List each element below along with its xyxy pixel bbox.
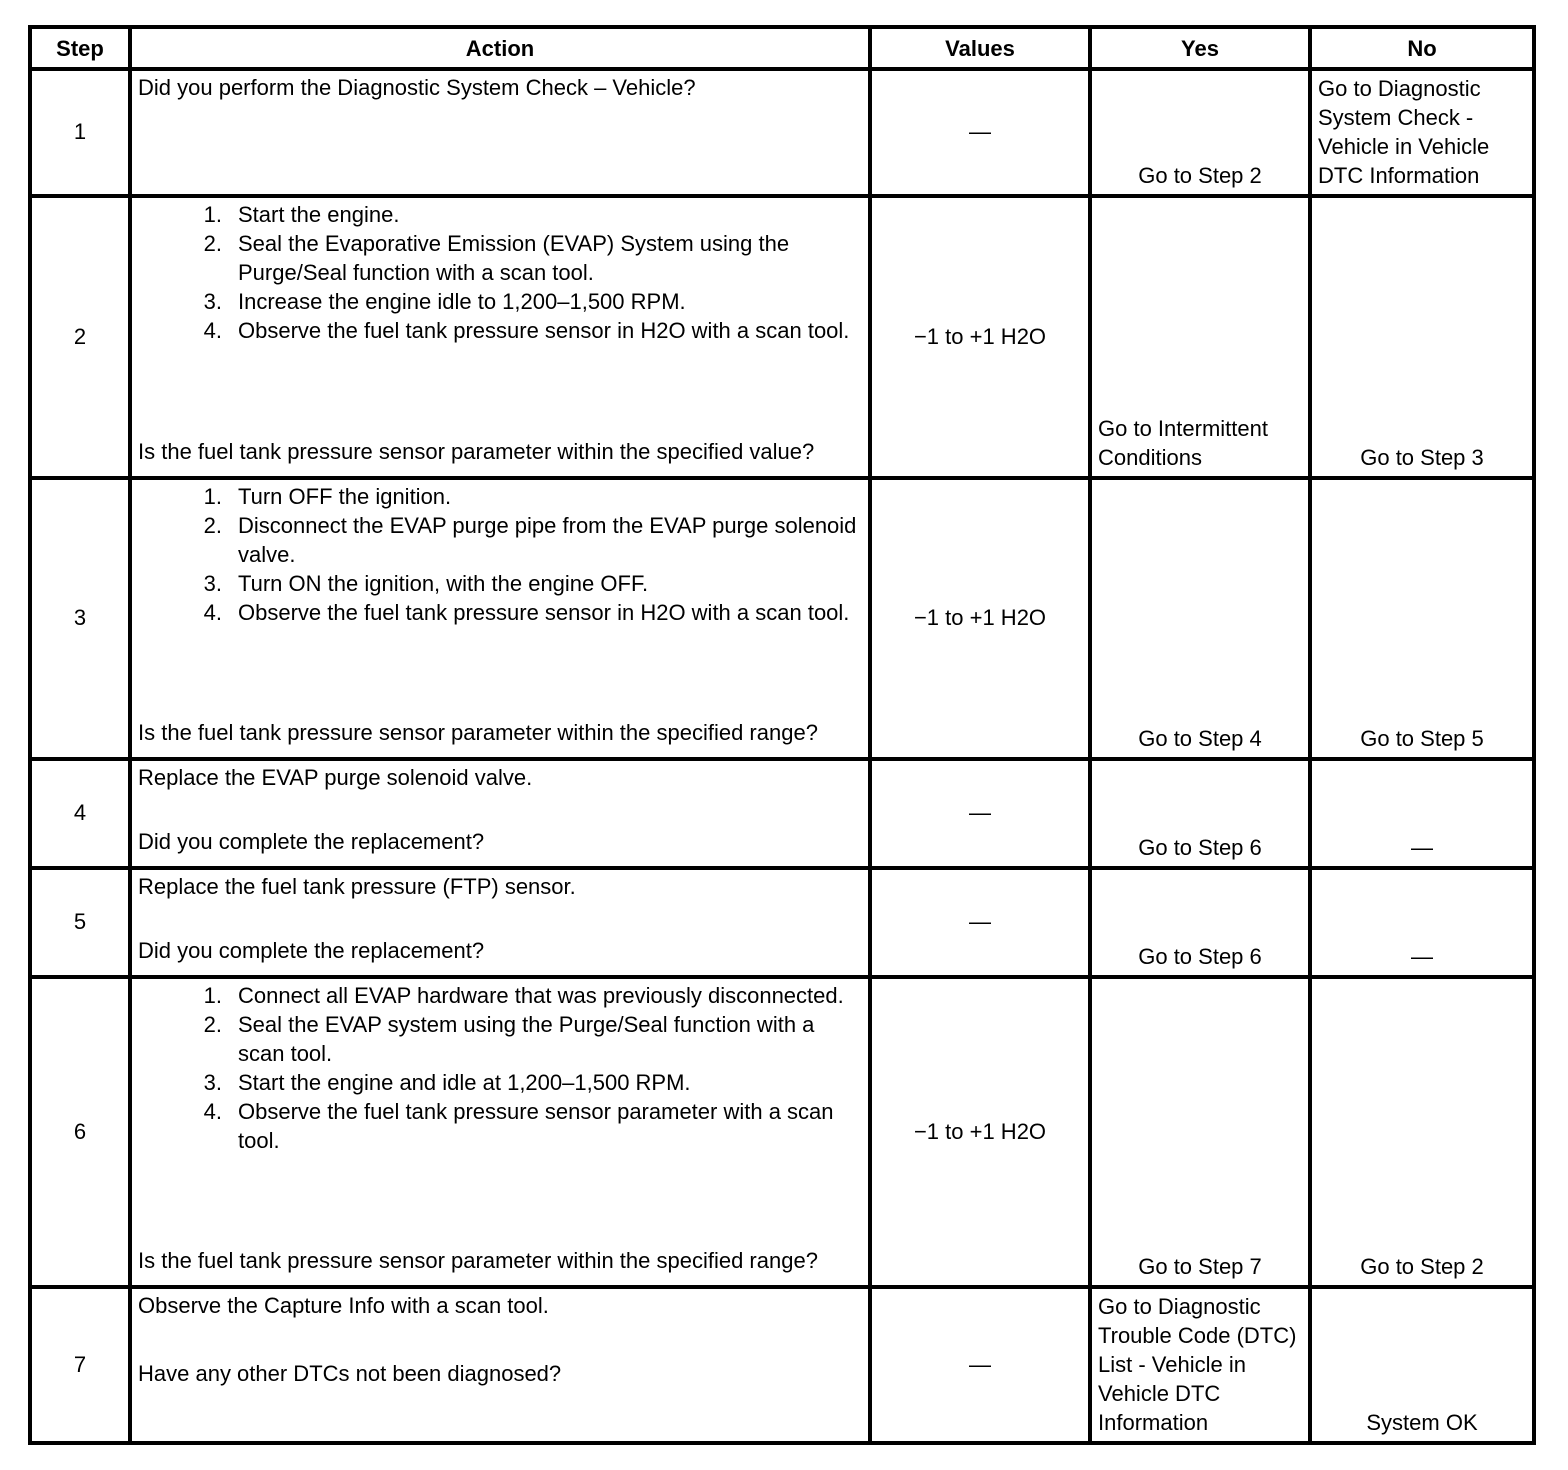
action-cell [130, 196, 870, 478]
no-cell: — [1310, 759, 1534, 868]
instruction-item: 1. Connect all EVAP hardware that was previously disconnected. [203, 983, 844, 1008]
instruction-item: 2. Disconnect the EVAP purge pipe from the EVAP purge solenoid valve. [203, 513, 857, 567]
question-text: Is the fuel tank pressure sensor parameter within the specified value? [138, 439, 815, 464]
action-text: Did you perform the Diagnostic System Check – Vehicle? [130, 69, 870, 196]
values-cell: −1 to +1 H2O [870, 478, 1090, 759]
yes-cell: Go to Step 6 [1090, 759, 1310, 868]
instruction-list [138, 981, 862, 1155]
values-cell: — [870, 69, 1090, 196]
instruction-item: 3. Turn ON the ignition, with the engine OFF. [203, 571, 649, 596]
table-row-step-7 [30, 1287, 1534, 1443]
step-number: 2 [30, 196, 130, 478]
question-text: Did you complete the replacement? [138, 938, 485, 963]
instruction-item: 3. Increase the engine idle to 1,200–1,500 RPM. [203, 289, 686, 314]
values-cell: — [870, 759, 1090, 868]
diagnostic-table [28, 25, 1536, 1445]
instruction-item: 2. Seal the Evaporative Emission (EVAP) System using the Purge/Seal function with a scan tool. [203, 231, 790, 285]
table-row-step-2 [30, 196, 1534, 478]
header-no: No [1310, 27, 1534, 69]
instruction-item: 4. Observe the fuel tank pressure sensor in H2O with a scan tool. [203, 600, 850, 625]
header-step: Step [30, 27, 130, 69]
yes-cell: Go to Step 4 [1090, 478, 1310, 759]
action-cell [130, 977, 870, 1287]
header-yes: Yes [1090, 27, 1310, 69]
header-row [30, 27, 1534, 69]
step-number: 3 [30, 478, 130, 759]
table-row-step-3 [30, 478, 1534, 759]
no-cell: Go to Step 2 [1310, 977, 1534, 1287]
no-cell: — [1310, 868, 1534, 977]
action-text: Replace the fuel tank pressure (FTP) sensor. [138, 874, 576, 899]
question-text: Have any other DTCs not been diagnosed? [138, 1361, 562, 1386]
table-row-step-4 [30, 759, 1534, 868]
yes-cell: Go to Step 2 [1090, 69, 1310, 196]
yes-cell: Go to Step 7 [1090, 977, 1310, 1287]
yes-cell: Go to Diagnostic Trouble Code (DTC) List - Vehicle in Vehicle DTC Information [1090, 1287, 1310, 1443]
header-values: Values [870, 27, 1090, 69]
action-cell [130, 759, 870, 868]
instruction-item: 4. Observe the fuel tank pressure sensor parameter with a scan tool. [203, 1099, 834, 1153]
step-number: 5 [30, 868, 130, 977]
action-cell [130, 1287, 870, 1443]
no-cell: Go to Diagnostic System Check - Vehicle in Vehicle DTC Information [1310, 69, 1534, 196]
step-number: 4 [30, 759, 130, 868]
step-number: 7 [30, 1287, 130, 1443]
step-number: 1 [30, 69, 130, 196]
instruction-list [138, 200, 862, 345]
question-text: Did you complete the replacement? [138, 829, 485, 854]
action-text: Replace the EVAP purge solenoid valve. [138, 765, 533, 790]
instruction-item: 3. Start the engine and idle at 1,200–1,500 RPM. [203, 1070, 691, 1095]
values-cell: — [870, 868, 1090, 977]
values-cell: −1 to +1 H2O [870, 977, 1090, 1287]
instruction-list [138, 482, 862, 627]
action-text: Observe the Capture Info with a scan tool. [138, 1293, 549, 1318]
action-cell [130, 868, 870, 977]
no-cell: Go to Step 5 [1310, 478, 1534, 759]
yes-cell: Go to Step 6 [1090, 868, 1310, 977]
step-number: 6 [30, 977, 130, 1287]
action-cell [130, 478, 870, 759]
question-text: Is the fuel tank pressure sensor parameter within the specified range? [138, 720, 818, 745]
table-row-step-6 [30, 977, 1534, 1287]
instruction-item: 2. Seal the EVAP system using the Purge/Seal function with a scan tool. [203, 1012, 815, 1066]
instruction-item: 1. Turn OFF the ignition. [203, 484, 452, 509]
table-row-step-5 [30, 868, 1534, 977]
instruction-item: 4. Observe the fuel tank pressure sensor in H2O with a scan tool. [203, 318, 850, 343]
values-cell: −1 to +1 H2O [870, 196, 1090, 478]
yes-cell: Go to Intermittent Conditions [1090, 196, 1310, 478]
values-cell: — [870, 1287, 1090, 1443]
table-row-step-1 [30, 69, 1534, 196]
no-cell: System OK [1310, 1287, 1534, 1443]
header-action: Action [130, 27, 870, 69]
question-text: Is the fuel tank pressure sensor parameter within the specified range? [138, 1248, 818, 1273]
no-cell: Go to Step 3 [1310, 196, 1534, 478]
instruction-item: 1. Start the engine. [203, 202, 400, 227]
